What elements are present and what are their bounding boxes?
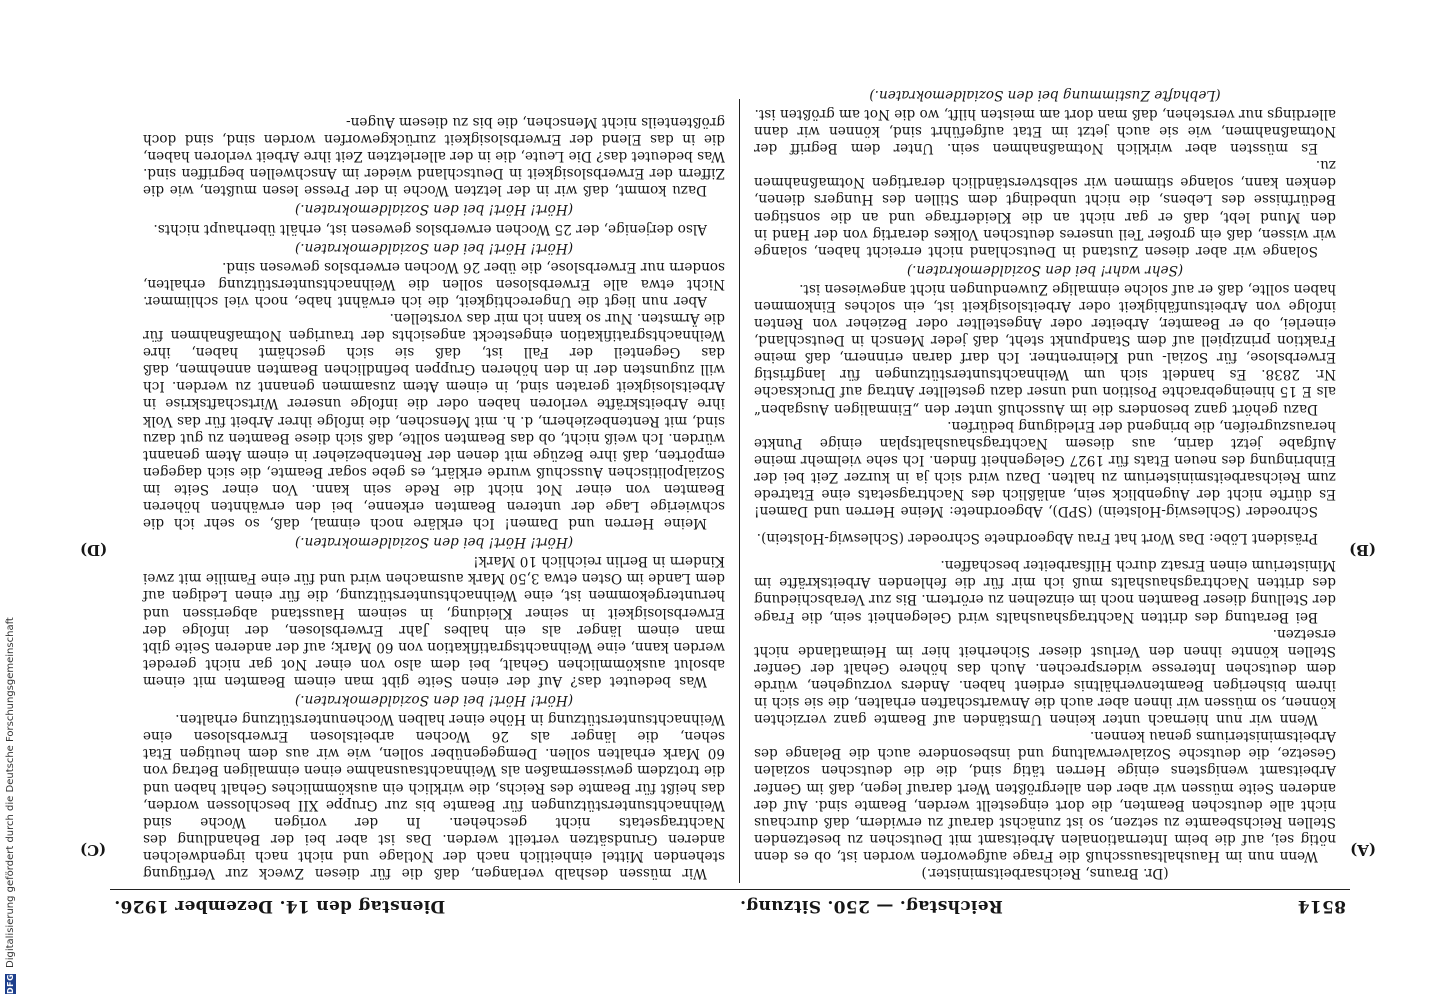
column-divider (739, 99, 740, 883)
margin-marker-a: (A) (1350, 841, 1376, 859)
interjection: (Lebhafte Zustimmung bei den Sozialdemokraten.) (869, 86, 1221, 103)
paragraph: Wir müssen deshalb verlangen, daß die für diesen Zweck zur Verfügung stehenden Mittel einheitlich nach der Notlage und nicht nach irgendwelchen anderen Grundsätzen verteilt werden. Das ist aber bei der Behandlung des Nachtragsetats nicht geschehen. In der vorigen Woche sind Weihnachtsunterstützungen für Beamte bis zur Gruppe XII beschlossen worden, das heißt für Beamte des Reichs, die wirklich ein auskömmliches Gehalt haben und die trotzdem gewissermaßen als Weihnachtsausnahme einen einmaligen Betrag von 60 Mark erhalten sollen. Demgegenüber sollen, wie wir aus dem heutigen Etat sehen, die länger als 26 Wochen arbeitslosen Erwerbslosen eine Weihnachtsunterstützung in Höhe einer halben Wochenunterstützung erhalten. (143, 711, 725, 881)
paragraph: Dazu gehört ganz besonders die im Ausschuß unter den „Einmaligen Ausgaben“ als E 15 hineingebrachte Position und unser dazu gestellter Antrag auf Drucksache Nr. 2838. Es handelt sich um Weihnachtsunterstützungen für langfristig Erwerbslose, für Sozial- und Kleinrentner. Ich darf daran erinnern, daß meine Fraktion prinzipiell auf dem Standpunkt steht, daß jeder Mensch in Deutschland, einerlei, ob er Beamter, Arbeiter oder Angestellter oder Bezieher von Renten infolge von Arbeitsunfähigkeit oder Arbeitslosigkeit ist, ein solches Einkommen haben sollte, daß er auf solche einmalige Zuwendungen nicht angewiesen ist. (754, 280, 1336, 417)
text-columns (80, 86, 1376, 889)
paragraph: Dazu kommt, daß wir in der letzten Woche in der Presse lesen mußten, wie die Ziffern der Erwerbslosigkeit in Deutschland wieder im Anschwellen begriffen sind. Was bedeutet das? Die Leute, die in der allerletzten Zeit ihre Arbeit verloren haben, die in das Elend der Erwerbslosigkeit zurückgeworfen worden sind, sind doch größtenteils nicht Menschen, die bis zu diesem Augen- (143, 113, 725, 199)
speech-intro: Schroeder (Schleswig-Holstein) (SPD), Abgeordnete: Meine Herren und Damen! Es dürfte nicht der Augenblick sein, anläßlich des Nachtragsetats eine Etatrede zum Reichsarbeitsministerium zu halten. Dazu wird sich ja in kurzer Zeit bei der Einbringung des neuen Etats für 1927 Gelegenheit finden. Ich sehe vielmehr meine Aufgabe jetzt darin, aus diesem Nachtragshaushaltsplan einige Punkte herauszugreifen, die bringend der Erledigung bedürfen. (754, 417, 1336, 520)
interjection: (Hört! Hört! bei den Sozialdemokraten.) (294, 692, 574, 709)
margin-marker-d: (D) (80, 541, 108, 559)
document-page (80, 86, 1376, 916)
paragraph: Meine Herren und Damen! Ich erkläre noch einmal, daß, so sehr ich die schwierige Lage der unteren Beamten erkenne, bei den erwähnten höheren Beamten von einer Not nicht die Rede sein kann. Von einer Seite im Sozialpolitischen Ausschuß wurde erklärt, es gebe sogar Beamte, die sich dagegen empörten, daß ihre Bezüge mit denen der Rentenbezieher in einem Atem genannt würden. Ich weiß nicht, ob das Beamten sollte, daß sich diese Beamten zu gut dazu sind, mit Rentenbeziehern, d. h. mit Menschen, die infolge ihrer Arbeit für das Volk ihre Arbeitskräfte verloren haben oder die infolge unserer Wirtschaftskrise in Arbeitslosigkeit geraten sind, in einem Atem zusammen genannt zu werden. Ich will zugunsten der in den höheren Gruppen befindlichen Beamten annehmen, daß das Gegenteil der Fall ist, daß sie sich geschämt haben, ihre Weihnachtsgratifikation eingesteckt angesichts der traurigen Notmaßnahmen für die Ärmsten. Nur so kann ich mir das vorstellen. (143, 310, 725, 532)
credit-text: Digitalisierung gefördert durch die Deutsche Forschungsgemeinschaft (4, 617, 16, 968)
paragraph: Solange wir aber diesen Zustand in Deutschland nicht erreicht haben, solange wir wissen, daß ein großer Teil unseres deutschen Volkes derartig von der Hand in den Mund lebt, daß er gar nicht an die Kleiderfrage und an die sonstigen Bedürfnisse des Lebens, die nicht unbedingt dem Stillen des Hungers dienen, denken kann, solange stimmen wir selbstverständlich derartigen Notmaßnahmen zu. (754, 157, 1336, 259)
margin-marker-b: (B) (1349, 541, 1376, 559)
left-column (740, 86, 1350, 889)
speaker-continuation: (Dr. Brauns, Reichsarbeitsminister.) (921, 865, 1169, 881)
margin-marker-c: (C) (80, 841, 107, 859)
credit-line (3, 4, 17, 994)
paragraph: Was bedeutet das? Auf der einen Seite gibt man einem Beamten mit einem absolut auskömmlichen Gehalt, bei dem also von einer Not gar nicht geredet werden kann, eine Weihnachtsgratifikation von 60 Mark; auf der anderen Seite gibt man einem länger als ein halbes Jahr Erwerbslosen, der infolge der Erwerbslosigkeit in seiner Kleidung, in seinem Hausstand abgerissen und heruntergekommen ist, eine Weihnachtsunterstützung, die für einen Ledigen auf dem Lande im Osten etwa 3,50 Mark ausmachen wird und für eine Familie mit zwei Kindern in Berlin reichlich 10 Mark! (143, 553, 725, 689)
interjection: (Hört! Hört! bei den Sozialdemokraten.) (294, 201, 574, 218)
page-title: Reichstag. — 250. Sitzung. (739, 896, 1003, 916)
president-statement: Präsident Löbe: Das Wort hat Frau Abgeordnete Schroeder (Schleswig-Holstein). (756, 530, 1318, 547)
paragraph: Es müssten aber wirklich Notmaßnahmen sein. Unter dem Begriff der Notmaßnahmen, wie sie auch jetzt im Etat aufgeführt sind, können wir dann allerdings nur verstehen, daß man dort am meisten hilft, wo die Not am größten ist. (754, 105, 1336, 157)
page-number: 8514 (1297, 896, 1346, 916)
session-date: Dienstag den 14. Dezember 1926. (114, 896, 446, 916)
interjection: (Sehr wahr! bei den Sozialdemokraten.) (906, 261, 1184, 278)
paragraph: Wenn wir nun hiernach unter keinen Umständen auf Beamte ganz verzichten können, so müssen wir ihnen aber auch die Anwartschaften erhalten, die sie sich in ihrem bisherigen Beamtenverhältnis erdient haben. Anders vorzugehen, würde dem deutschen Interesse widersprechen. Auch das höhere Gehalt der Genfer Stellen könnte ihnen den Verlust dieser Sicherheit hier im Heimatlande nicht ersetzen. (754, 625, 1336, 728)
paragraph: Aber nun liegt die Ungerechtigkeit, die ich erwähnt habe, noch viel schlimmer. Nicht etwa alle Erwerbslosen sollen die Weihnachtsunterstützung erhalten, sondern nur Erwerbslose, die über 26 Wochen erwerbslos gewesen sind. (143, 258, 725, 309)
digitization-credit (2, 6, 18, 996)
paragraph: Wenn nun im Haushaltsausschuß die Frage aufgeworfen worden ist, ob es denn nötig sei, auf die beim Internationalen Arbeitsamt mit Deutschen zu besetzenden Stellen Reichsbeamte zu setzen, so ist zunächst darauf zu erwidern, daß durchaus nicht alle deutschen Beamten, die dort eingestellt werden, Beamte sind. Auf der anderen Seite müssen wir aber den allergrößten Wert darauf legen, daß im Genfer Arbeitsamt wenigstens einige Herren tätig sind, die die deutschen sozialen Gesetze, die deutsche Sozialverwaltung und insbesondere auch die Belange des Arbeitsministeriums genau kennen. (754, 728, 1336, 864)
running-head (110, 889, 1350, 916)
interjection: (Hört! Hört! bei den Sozialdemokraten.) (294, 239, 574, 256)
paragraph: Bei Beratung des dritten Nachtragshaushalts wird Gelegenheit sein, die Frage der Stellung dieser Beamten noch im einzelnen zu erörtern. Bis zur Verabschiedung des dritten Nachtragshaushalts muß ich mir für die fehlenden Arbeitskräfte im Ministerium einen Ersatz durch Hilfsarbeiter beschaffen. (754, 557, 1336, 625)
paragraph: Also derjenige, der 25 Wochen erwerbslos gewesen ist, erhält überhaupt nichts. (153, 220, 707, 237)
interjection: (Hört! Hört! bei den Sozialdemokraten.) (294, 534, 574, 551)
dfg-logo-icon: DFG (5, 973, 15, 994)
right-column (129, 99, 739, 889)
